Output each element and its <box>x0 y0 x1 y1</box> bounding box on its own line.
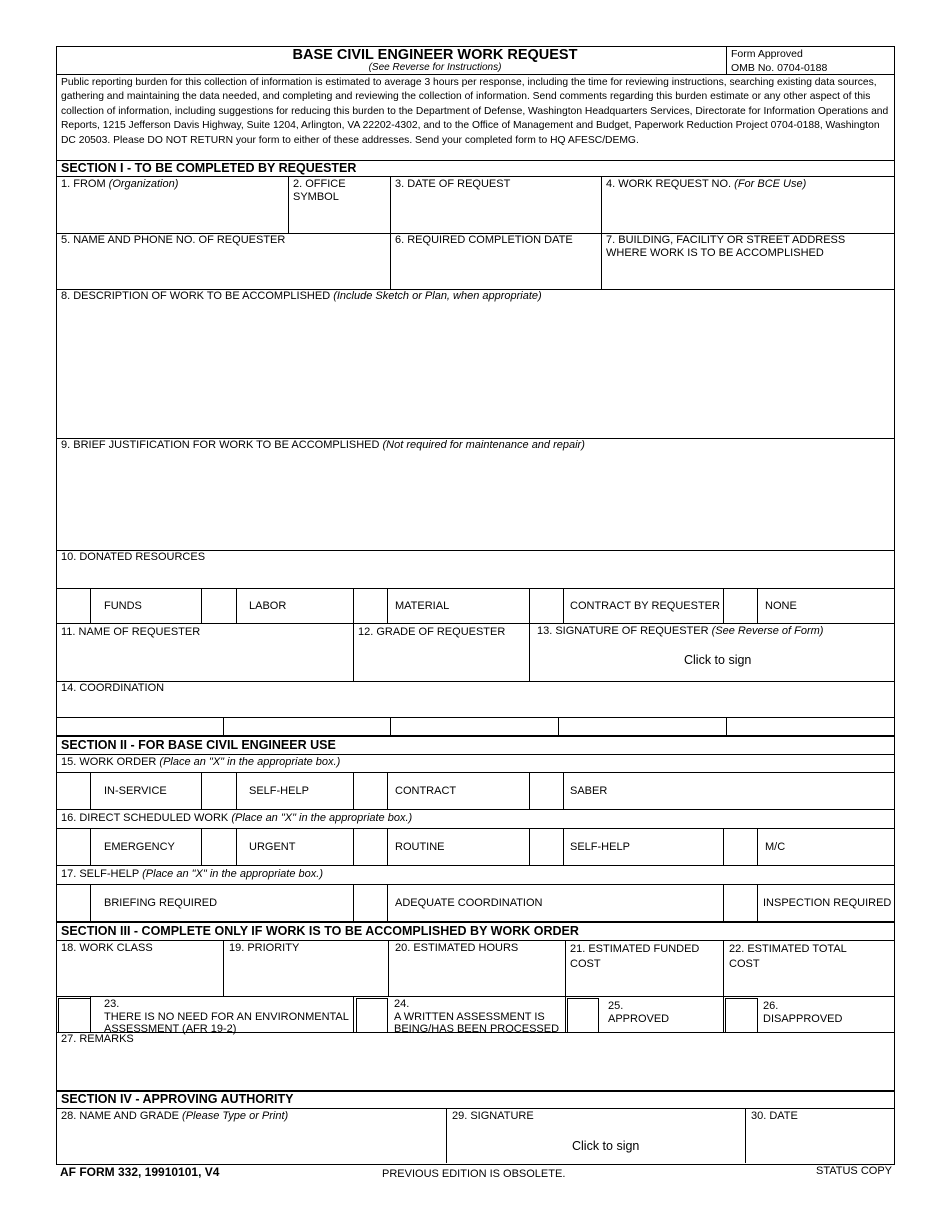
requester-signature-button[interactable]: Click to sign <box>684 653 752 667</box>
field-29-label: 29. SIGNATURE <box>452 1110 534 1122</box>
approval-line1: Form Approved <box>731 48 803 60</box>
material-checkbox[interactable] <box>354 589 387 623</box>
office-symbol-input[interactable] <box>290 206 388 231</box>
field-26-label: 26. DISAPPROVED <box>763 1000 843 1025</box>
rule <box>757 828 758 865</box>
header-bottom-rule <box>56 74 894 75</box>
rule <box>56 828 894 829</box>
rule <box>390 717 391 735</box>
field-8-label: 8. DESCRIPTION OF WORK TO BE ACCOMPLISHED (Include Sketch or Plan, when appropriate) <box>61 290 542 302</box>
field-16-label: 16. DIRECT SCHEDULED WORK (Place an "X" in the appropriate box.) <box>61 812 413 824</box>
rule <box>387 884 388 921</box>
adequate-coordination-checkbox[interactable] <box>354 885 387 920</box>
field-24-label: 24. A WRITTEN ASSESSMENT IS BEING/HAS BEEN PROCESSED <box>394 998 560 1035</box>
coordination-input-4[interactable] <box>560 718 724 734</box>
rule <box>56 1032 894 1033</box>
rule <box>529 623 530 681</box>
field-12-label: 12. GRADE OF REQUESTER <box>358 626 506 638</box>
field-28-label: 28. NAME AND GRADE (Please Type or Print) <box>61 1110 289 1122</box>
saber-label: SABER <box>570 785 608 797</box>
coordination-input-2[interactable] <box>225 718 388 734</box>
field-21-label: 21. ESTIMATED FUNDED COST <box>570 943 700 970</box>
rule <box>56 884 894 885</box>
saber-checkbox[interactable] <box>530 773 563 808</box>
priority-input[interactable] <box>225 957 386 994</box>
estimated-funded-cost-input[interactable] <box>567 972 721 994</box>
rule <box>745 1108 746 1163</box>
disapproved-checkbox[interactable] <box>725 998 758 1033</box>
in-service-checkbox[interactable] <box>56 773 90 808</box>
field-30-label: 30. DATE <box>751 1110 798 1122</box>
contract-checkbox[interactable] <box>354 773 387 808</box>
rule <box>288 176 289 233</box>
mc-checkbox[interactable] <box>724 829 757 864</box>
obsolete-notice: PREVIOUS EDITION IS OBSOLETE. <box>382 1168 566 1180</box>
rule <box>90 772 91 809</box>
rule <box>387 772 388 809</box>
briefing-required-label: BRIEFING REQUIRED <box>104 897 218 909</box>
section-1-title: SECTION I - TO BE COMPLETED BY REQUESTER <box>61 161 357 175</box>
form-id: AF FORM 332, 19910101, V4 <box>60 1165 220 1179</box>
wo-self-help-label: SELF-HELP <box>249 785 309 797</box>
rule <box>446 1108 447 1163</box>
material-label: MATERIAL <box>395 600 450 612</box>
rule <box>90 588 91 623</box>
field-18-label: 18. WORK CLASS <box>61 942 153 954</box>
work-description-input[interactable] <box>58 305 891 436</box>
rule <box>236 828 237 865</box>
approved-checkbox[interactable] <box>567 998 599 1033</box>
emergency-label: EMERGENCY <box>104 841 175 853</box>
field-23-label: 23. THERE IS NO NEED FOR AN ENVIRONMENTAL ASSESSMENT (AFR 19-2) <box>104 998 349 1035</box>
justification-input[interactable] <box>58 454 891 548</box>
field-20-label: 20. ESTIMATED HOURS <box>395 942 519 954</box>
dsw-self-help-label: SELF-HELP <box>570 841 630 853</box>
burden-statement: Public reporting burden for this collection of information is estimated to average 3 hours per response, including the time for reviewing instructions, searching existing data sources, gathering and maintaining the data needed, and completing and reviewing the collection of information. Send comments regarding this burden estimate or any other aspect of this collection of information, including suggestions for reducing this burden to the Department of Defense, Washington Headquarters Services, Directorate for Information Operations and Reports, 1215 Jefferson Davis Highway, Suite 1204, Arlington, VA 22202-4302, and to the Office of Management and Budget, Paperwork Reduction Project 0704-0188, Washington DC 20503. Please DO NOT RETURN your form to either of these addresses. Send your completed form to HQ AFESC/DEMG. <box>61 77 889 146</box>
urgent-label: URGENT <box>249 841 296 853</box>
field-6-label: 6. REQUIRED COMPLETION DATE <box>395 234 573 246</box>
field-5-label: 5. NAME AND PHONE NO. OF REQUESTER <box>61 234 286 246</box>
rule <box>757 588 758 623</box>
requester-name-phone-input[interactable] <box>58 250 388 287</box>
field-1-label: 1. FROM (Organization) <box>61 178 179 190</box>
field-17-label: 17. SELF-HELP (Place an "X" in the appropriate box.) <box>61 868 323 880</box>
work-class-input[interactable] <box>58 957 221 994</box>
rule <box>565 940 566 1032</box>
rule <box>223 940 224 996</box>
briefing-required-checkbox[interactable] <box>56 885 90 920</box>
field-25-label: 25. APPROVED <box>608 1000 670 1025</box>
estimated-hours-input[interactable] <box>390 957 563 994</box>
rule <box>56 809 894 810</box>
section-4-title: SECTION IV - APPROVING AUTHORITY <box>61 1092 294 1106</box>
adequate-coordination-label: ADEQUATE COORDINATION <box>395 897 543 909</box>
building-address-input[interactable] <box>603 264 891 287</box>
field-15-label: 15. WORK ORDER (Place an "X" in the appropriate box.) <box>61 756 341 768</box>
labor-checkbox[interactable] <box>202 589 236 623</box>
contract-by-requester-checkbox[interactable] <box>530 589 563 623</box>
rule <box>56 940 894 941</box>
field-4-label: 4. WORK REQUEST NO. (For BCE Use) <box>606 178 807 190</box>
rule <box>56 681 894 682</box>
copy-designation: STATUS COPY <box>816 1165 892 1177</box>
rule <box>723 940 724 1032</box>
estimated-total-cost-input[interactable] <box>725 972 891 994</box>
rule <box>387 828 388 865</box>
inspection-required-checkbox[interactable] <box>724 885 757 920</box>
from-organization-input[interactable] <box>58 193 286 231</box>
rule <box>353 996 354 1032</box>
rule <box>563 772 564 809</box>
labor-label: LABOR <box>249 600 287 612</box>
rule <box>388 940 389 996</box>
field-3-label: 3. DATE OF REQUEST <box>395 178 511 190</box>
rule <box>56 588 894 589</box>
rule <box>56 772 894 773</box>
rule <box>387 588 388 623</box>
urgent-checkbox[interactable] <box>202 829 236 864</box>
rule <box>56 865 894 866</box>
field-13-label: 13. SIGNATURE OF REQUESTER (See Reverse of Form) <box>537 625 824 637</box>
funds-checkbox[interactable] <box>56 589 90 623</box>
inspection-required-label: INSPECTION REQUIRED <box>763 897 892 909</box>
rule <box>223 717 224 735</box>
rule <box>236 772 237 809</box>
field-2-label: 2. OFFICE SYMBOL <box>293 178 346 203</box>
field-9-label: 9. BRIEF JUSTIFICATION FOR WORK TO BE ACCOMPLISHED (Not required for maintenance and repair) <box>61 439 585 451</box>
section-rule <box>56 735 894 737</box>
rule <box>563 828 564 865</box>
field-11-label: 11. NAME OF REQUESTER <box>61 626 201 638</box>
approval-line2: OMB No. 0704-0188 <box>731 62 828 74</box>
rule <box>563 588 564 623</box>
approval-date-input[interactable] <box>747 1125 891 1161</box>
section-2-title: SECTION II - FOR BASE CIVIL ENGINEER USE <box>61 738 336 752</box>
approver-name-grade-input[interactable] <box>58 1125 444 1161</box>
coordination-input-5[interactable] <box>728 718 891 734</box>
approver-signature-button[interactable]: Click to sign <box>572 1139 640 1153</box>
dsw-self-help-checkbox[interactable] <box>530 829 563 864</box>
mc-label: M/C <box>765 841 786 853</box>
rule <box>90 884 91 921</box>
in-service-label: IN-SERVICE <box>104 785 167 797</box>
field-27-label: 27. REMARKS <box>61 1033 134 1045</box>
none-label: NONE <box>765 600 797 612</box>
requester-name-input[interactable] <box>58 641 351 679</box>
work-request-no-input[interactable] <box>603 193 891 231</box>
section-rule <box>56 921 894 923</box>
contract-label: CONTRACT <box>395 785 457 797</box>
field-19-label: 19. PRIORITY <box>229 942 300 954</box>
emergency-checkbox[interactable] <box>56 829 90 864</box>
field-10-label: 10. DONATED RESOURCES <box>61 551 206 563</box>
date-of-request-input[interactable] <box>392 193 599 231</box>
rule <box>56 754 894 755</box>
requester-grade-input[interactable] <box>355 641 527 679</box>
rule <box>56 623 894 624</box>
rule <box>558 717 559 735</box>
coordination-input-3[interactable] <box>392 718 556 734</box>
none-checkbox[interactable] <box>724 589 757 623</box>
form-subtitle: (See Reverse for Instructions) <box>368 62 502 73</box>
funds-label: FUNDS <box>104 600 142 612</box>
wo-self-help-checkbox[interactable] <box>202 773 236 808</box>
rule <box>757 884 758 921</box>
rule <box>56 1108 894 1109</box>
remarks-input[interactable] <box>58 1048 891 1088</box>
rule <box>726 717 727 735</box>
required-completion-date-input[interactable] <box>392 250 599 287</box>
written-assessment-checkbox[interactable] <box>356 998 388 1033</box>
rule <box>90 996 91 1032</box>
contract-by-requester-label: CONTRACT BY REQUESTER <box>570 600 720 612</box>
rule <box>90 828 91 865</box>
routine-label: ROUTINE <box>395 841 445 853</box>
rule <box>56 996 894 997</box>
form-title: BASE CIVIL ENGINEER WORK REQUEST <box>292 47 578 63</box>
rule <box>353 623 354 681</box>
section-3-title: SECTION III - COMPLETE ONLY IF WORK IS TO BE ACCOMPLISHED BY WORK ORDER <box>61 924 579 938</box>
header-divider <box>726 46 727 74</box>
rule <box>236 588 237 623</box>
routine-checkbox[interactable] <box>354 829 387 864</box>
field-14-label: 14. COORDINATION <box>61 682 165 694</box>
coordination-input-1[interactable] <box>58 718 221 734</box>
no-env-assessment-checkbox[interactable] <box>58 998 91 1033</box>
field-22-label: 22. ESTIMATED TOTAL COST <box>729 943 847 970</box>
rule <box>56 176 894 177</box>
field-7-label: 7. BUILDING, FACILITY OR STREET ADDRESS WHERE WORK IS TO BE ACCOMPLISHED <box>606 234 846 259</box>
